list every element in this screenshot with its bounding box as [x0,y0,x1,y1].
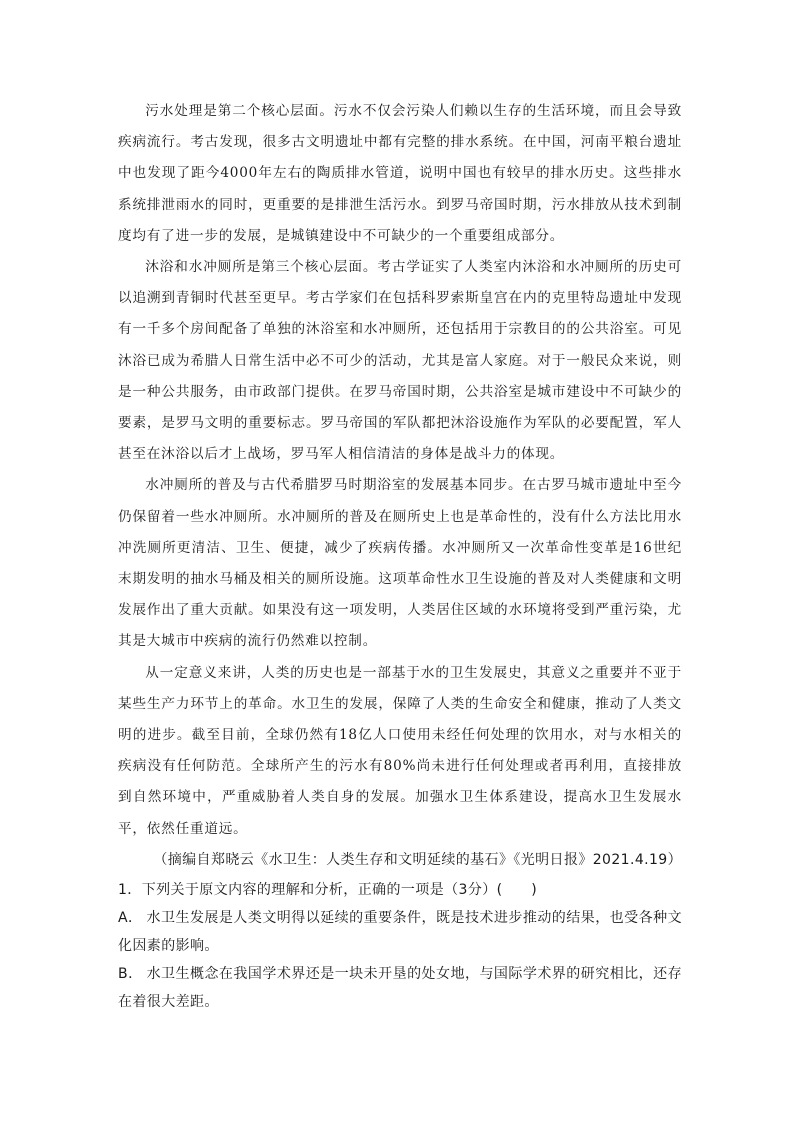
option-letter: A． [118,909,143,926]
document-content [118,96,682,1016]
article-paragraph-2: 沐浴和水冲厕所是第三个核心层面。考古学证实了人类室内沐浴和水冲厕所的历史可以追溯到青铜时代甚至更早。考古学家们在包括科罗索斯皇宫在内的克里特岛遗址中发现有一千多个房间配备了单独的沐浴室和水冲厕所，还包括用于宗教目的的公共浴室。可见沐浴已成为希腊人日常生活中必不可少的活动，尤其是富人家庭。对于一般民众来说，则是一种公共服务，由市政部门提供。在罗马帝国时期，公共浴室是城市建设中不可缺少的要素，是罗马文明的重要标志。罗马帝国的军队都把沐浴设施作为军队的必要配置，军人甚至在沐浴以后才上战场，罗马军人相信清洁的身体是战斗力的体现。 [118,259,682,463]
article-paragraph-4: 从一定意义来讲，人类的历史也是一部基于水的卫生发展史，其意义之重要并不亚于某些生产力环节上的革命。水卫生的发展，保障了人类的生命安全和健康，推动了人类文明的进步。截至目前，全球仍然有18亿人口使用未经任何处理的饮用水，对与水相关的疾病没有任何防范。全球所产生的污水有80%尚未进行任何处理或者再利用，直接排放到自然环境中，严重威胁着人类自身的发展。加强水卫生体系建设，提高水卫生发展水平，依然任重道远。 [118,664,682,837]
option-text: 水卫生发展是人类文明得以延续的重要条件，既是技术进步推动的结果，也受各种文化因素的影响。 [118,909,682,954]
question-option-a [118,904,682,960]
option-text: 水卫生概念在我国学术界还是一块未开垦的处女地，与国际学术界的研究相比，还存在着很大差距。 [118,965,682,1010]
question-stem: 1．下列关于原文内容的理解和分析，正确的一项是（3分）( ) [118,881,538,898]
option-letter: B． [118,965,143,982]
article-paragraph-3: 水冲厕所的普及与古代希腊罗马时期浴室的发展基本同步。在古罗马城市遗址中至今仍保留着一些水冲厕所。水冲厕所的普及在厕所史上也是革命性的，没有什么方法比用水冲洗厕所更清洁、卫生、便捷，减少了疾病传播。水冲厕所又一次革命性变革是16世纪末期发明的抽水马桶及相关的厕所设施。这项革命性水卫生设施的普及对人类健康和文明发展作出了重大贡献。如果没有这一项发明，人类居住区域的水环境将受到严重污染，尤其是大城市中疾病的流行仍然难以控制。 [118,477,682,650]
question-option-b [118,960,682,1016]
article-source-citation: （摘编自郑晓云《水卫生：人类生存和文明延续的基石》《光明日报》2021.4.19） [153,851,682,868]
article-paragraph-1: 污水处理是第二个核心层面。污水不仅会污染人们赖以生存的生活环境，而且会导致疾病流行。考古发现，很多古文明遗址中都有完整的排水系统。在中国，河南平粮台遗址中也发现了距今4000年左右的陶质排水管道，说明中国也有较早的排水历史。这些排水系统排泄雨水的同时，更重要的是排泄生活污水。到罗马帝国时期，污水排放从技术到制度均有了进一步的发展，是城镇建设中不可缺少的一个重要组成部分。 [118,103,682,244]
